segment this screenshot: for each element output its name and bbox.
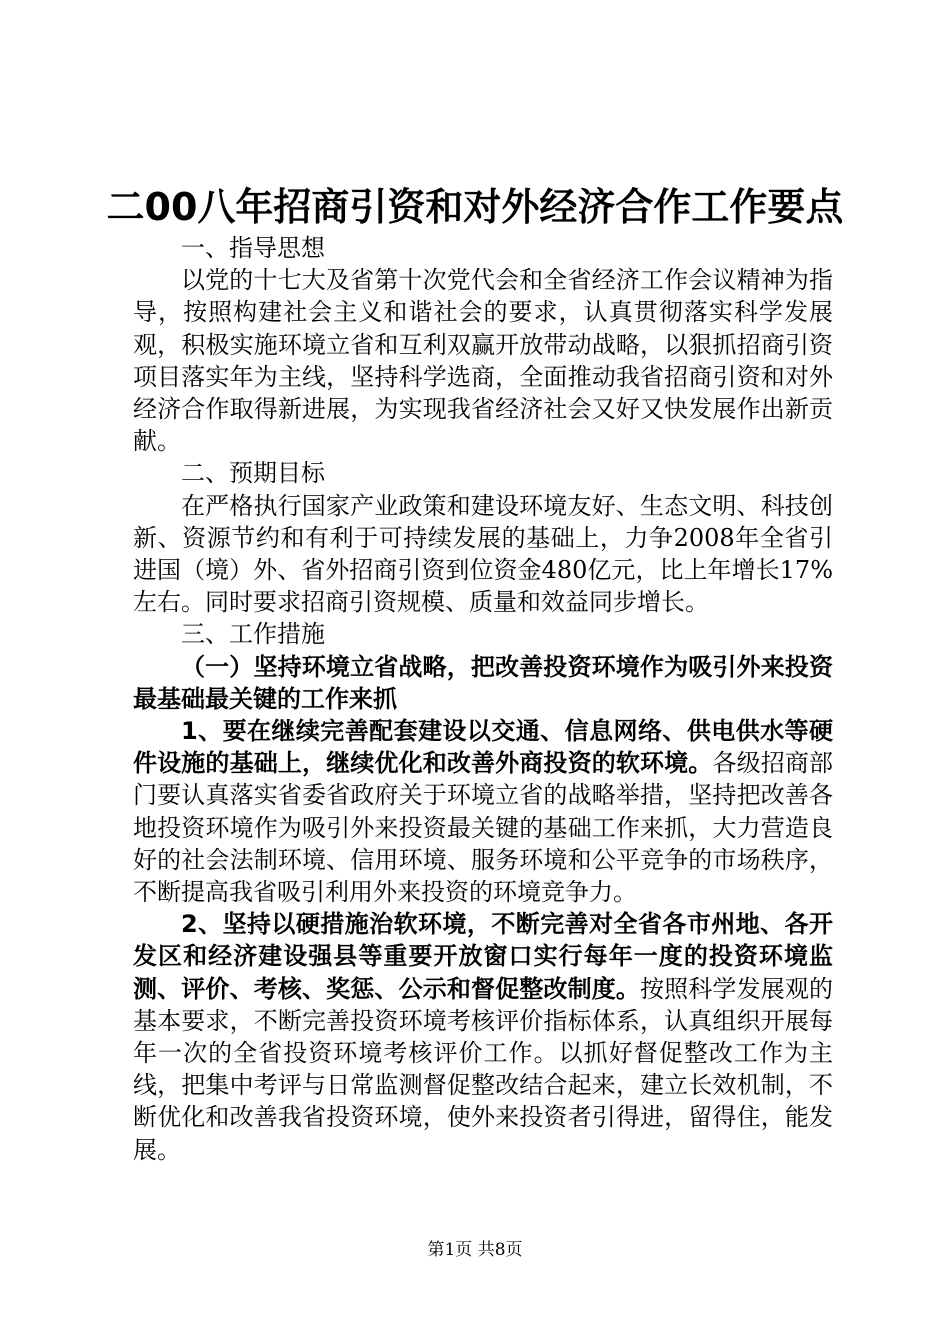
document-title: 二00八年招商引资和对外经济合作工作要点 (106, 185, 844, 229)
section-heading-guiding-ideology: 一、指导思想 (181, 234, 325, 262)
paragraph-item-1 (133, 715, 833, 908)
item-1-text: 各级招商部门要认真落实省委省政府关于环境立省的战略举措，坚持把改善各地投资环境作为吸引外来投资最关键的基础工作来抓，大力营造良好的社会法制环境、信用环境、服务环境和公平竞争的市场秩序，不断提高我省吸引利用外来投资的环境竞争力。 (133, 749, 834, 907)
item-2-lead: 2、坚持以硬措施治软环境，不断完善对全省各市州地、各开发区和经济建设强县等重要开放窗口实行每年一度的投资环境监测、评价、考核、奖惩、公示和督促整改制度。 (133, 910, 833, 1003)
section-heading-work-measures: 三、工作措施 (181, 620, 325, 649)
page-number-footer: 第1页 共8页 (427, 1240, 523, 1260)
subheading-environment-strategy: （一）坚持环境立省战略，把改善投资环境作为吸引外来投资最基础最关键的工作来抓 (133, 652, 833, 713)
item-2-text: 按照科学发展观的基本要求，不断完善投资环境考核评价指标体系，认真组织开展每年一次的全省投资环境考核评价工作。以抓好督促整改工作为主线，把集中考评与日常监测督促整改结合起来，建立长效机制，不断优化和改善我省投资环境，使外来投资者引得进，留得住，能发展。 (133, 974, 833, 1164)
paragraph-guiding-ideology: 以党的十七大及省第十次党代会和全省经济工作会议精神为指导，按照构建社会主义和谐社会的要求，认真贯彻落实科学发展观，积极实施环境立省和互利双赢开放带动战略，以狠抓招商引资项目落实年为主线，坚持科学选商，全面推动我省招商引资和对外经济合作取得新进展，为实现我省经济社会又好又快发展作出新贡献。 (133, 266, 833, 456)
paragraph-item-2 (133, 908, 833, 1166)
document-body (133, 232, 833, 1166)
item-1-lead: 1、要在继续完善配套建设以交通、信息网络、供电供水等硬件设施的基础上，继续优化和改善外商投资的软环境。 (133, 717, 833, 778)
paragraph-expected-goals: 在严格执行国家产业政策和建设环境友好、生态文明、科技创新、资源节约和有利于可持续发展的基础上，力争2008年全省引进国（境）外、省外招商引资到位资金480亿元，比上年增长17%左右。同时要求招商引资规模、质量和效益同步增长。 (133, 491, 833, 617)
section-heading-expected-goals: 二、预期目标 (181, 459, 325, 488)
